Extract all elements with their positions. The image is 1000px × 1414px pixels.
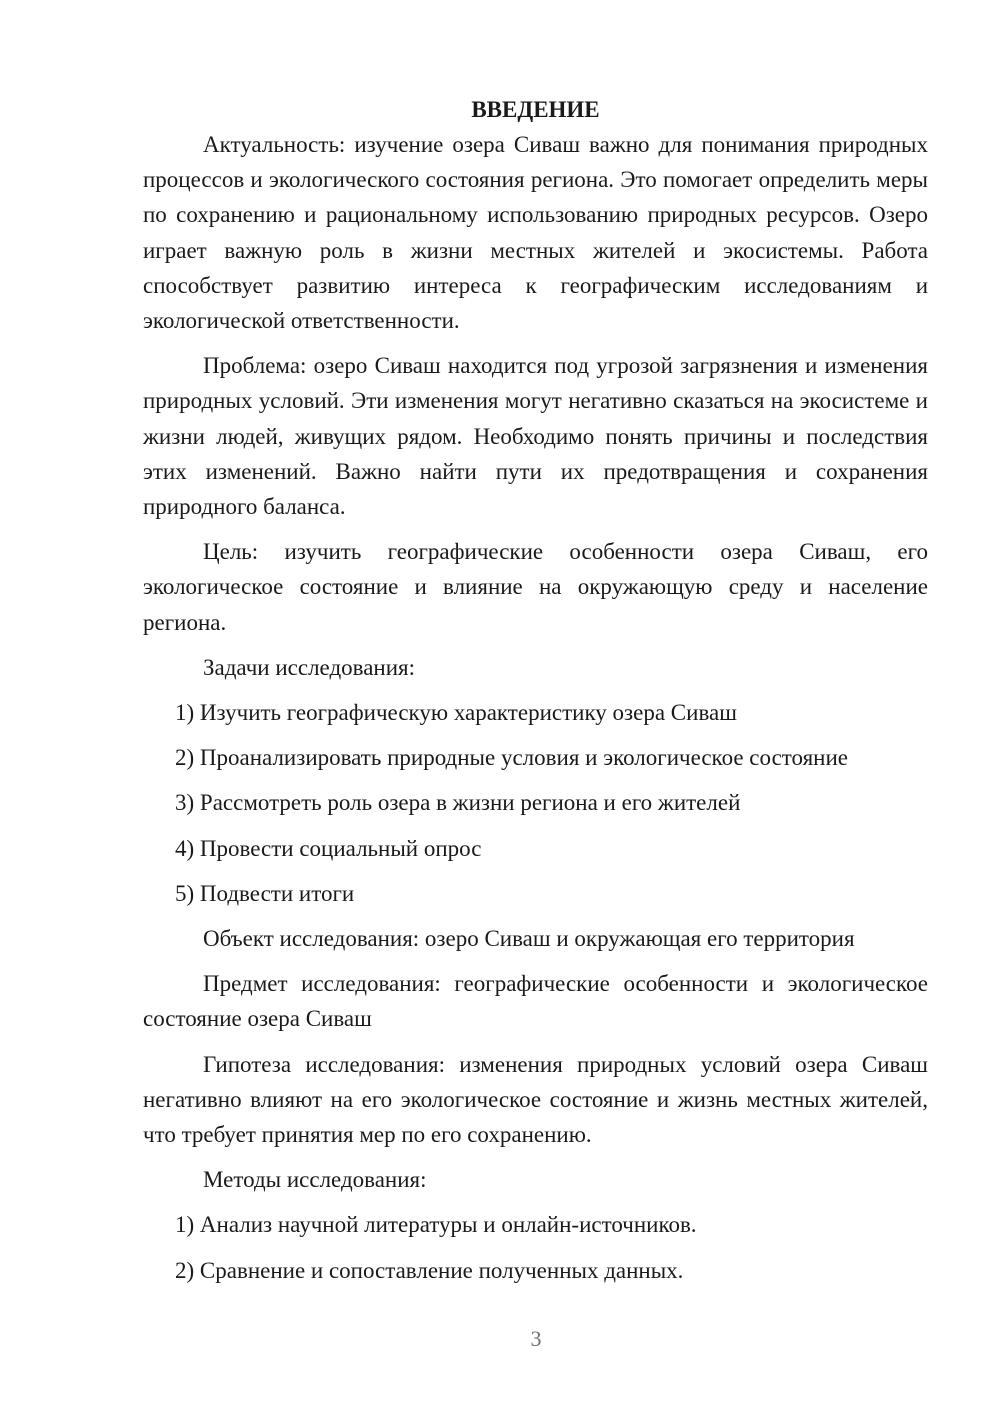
object-line: Объект исследования: озеро Сиваш и окружающая его территория	[203, 926, 855, 952]
task-item: 3) Рассмотреть роль озера в жизни региона и его жителей	[175, 790, 741, 816]
problem-paragraph: Проблема: озеро Сиваш находится под угрозой загрязнения и изменения природных условий. Эти изменения могут негативно сказаться на экосистеме и жизни людей, живущих рядом. Необходимо понять причины и последствия этих изменений. Важно найти пути их предотвращения и сохранения природного баланса.	[143, 353, 928, 520]
task-item: 5) Подвести итоги	[175, 880, 355, 906]
method-item: 2) Сравнение и сопоставление полученных данных.	[175, 1257, 684, 1283]
tasks-title: Задачи исследования:	[203, 654, 416, 680]
methods-title: Методы исследования:	[203, 1167, 427, 1193]
task-item: 1) Изучить географическую характеристику озера Сиваш	[175, 700, 737, 726]
section-heading: ВВЕДЕНИЕ	[471, 97, 600, 122]
subject-paragraph: Предмет исследования: географические особенности и экологическое состояние озера Сиваш	[143, 971, 928, 1032]
hypothesis-paragraph: Гипотеза исследования: изменения природных условий озера Сиваш негативно влияют на его экологическое состояние и жизнь местных жителей, что требует принятия мер по его сохранению.	[143, 1051, 928, 1148]
page-content	[143, 92, 928, 1298]
task-item: 2) Проанализировать природные условия и экологическое состояние	[175, 745, 849, 771]
method-item: 1) Анализ научной литературы и онлайн-источников.	[175, 1212, 697, 1238]
goal-paragraph: Цель: изучить географические особенности озера Сиваш, его экологическое состояние и влияние на окружающую среду и население региона.	[143, 539, 928, 635]
page-number: 3	[530, 1326, 542, 1351]
relevance-paragraph: Актуальность: изучение озера Сиваш важно для понимания природных процессов и экологического состояния региона. Это помогает определить меры по сохранению и рациональному использованию природных ресурсов. Озеро играет важную роль в жизни местных жителей и экосистемы. Работа способствует развитию интереса к географическим исследованиям и экологической ответственности.	[143, 132, 928, 334]
task-item: 4) Провести социальный опрос	[175, 835, 482, 861]
